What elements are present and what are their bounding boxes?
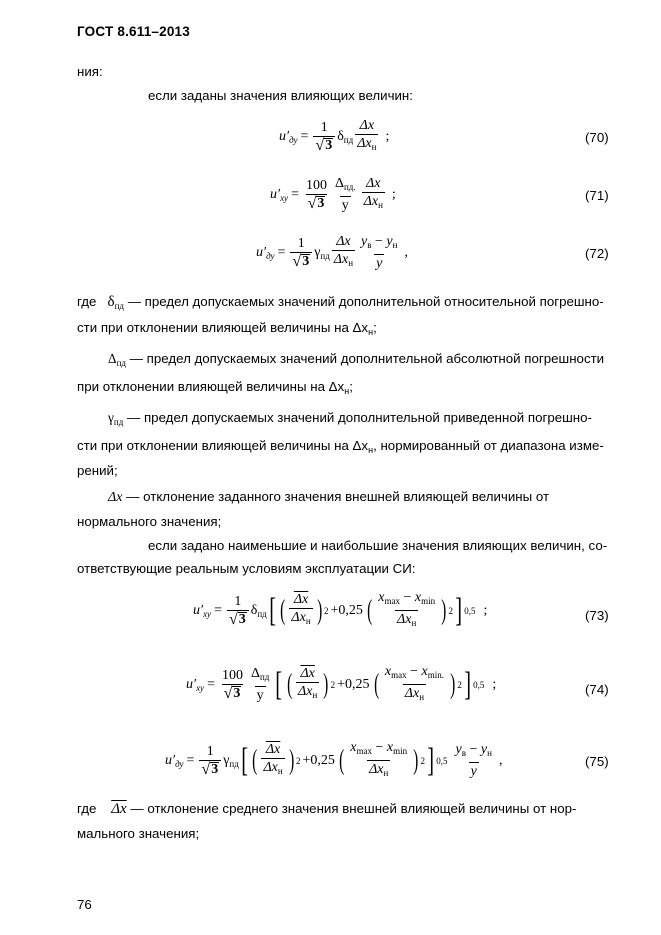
- definition-delta-pd-line1: где $\delta_{пд}$ — предел допускаемых значений дополнительной относительной погрешно-: [77, 294, 604, 311]
- definition-dx-line2: нормального значения;: [77, 514, 222, 529]
- equation-number-70: (70): [585, 130, 609, 145]
- definition-dxbar-line1: где $\overline{\Delta x}$ — отклонение среднего значения внешней влияющей величины от нор-: [77, 801, 577, 817]
- fraction-1-sqrt3: 1 √ 3: [313, 120, 335, 154]
- equation-number-73: (73): [585, 608, 609, 623]
- formula-74: $u'_{xу}$ = 100 √ 3 $\frac{\Delta_{пд}}{у}$ [ ( $\frac{\overline{\Delta x}}{\Delta x_н}$ ) 2 +0,25 ( $\frac{x_{max} - x_{min.}}{\Delta x_н}$ ) 2 ] 0,5 ;: [186, 664, 497, 703]
- definition-dx-line1: Δx — отклонение заданного значения внешней влияющей величины от: [108, 489, 550, 505]
- text-continuation: ния:: [77, 64, 103, 79]
- definition-dxbar-line2: мального значения;: [77, 826, 200, 841]
- text-intro-values: если заданы значения влияющих величин:: [148, 88, 413, 103]
- definition-Delta-pd-line1: $\Delta_{пд}$ — предел допускаемых значений дополнительной абсолютной погрешности: [108, 351, 605, 368]
- equals-sign: =: [300, 128, 309, 144]
- page-number: 76: [77, 897, 92, 912]
- equation-number-71: (71): [585, 188, 609, 203]
- equation-number-75: (75): [585, 754, 609, 769]
- delta-pd: $\delta_{пд}$: [337, 128, 354, 145]
- equation-number-72: (72): [585, 246, 609, 261]
- text-min-max-line1: если задано наименьшие и наибольшие значения влияющих величин, со-: [148, 538, 608, 553]
- definition-delta-pd-line2: сти при отклонении влияющей величины на $\Delta x_н$;: [77, 320, 377, 337]
- definition-Delta-pd-line2: при отклонении влияющей величины на $\Delta x_н$;: [77, 379, 353, 396]
- formula-71: $u'_{xу}$ = 100 √ 3 $\frac{\Delta_{пд.}}{у}$ $\frac{\Delta x}{\Delta x_н}$ ;: [270, 176, 396, 213]
- equation-number-74: (74): [585, 682, 609, 697]
- text-min-max-line2: ответствующие реальным условиям эксплуатации СИ:: [77, 561, 416, 576]
- fraction-dx-dxn: $\frac{\Delta x}{\Delta x_н}$: [355, 118, 378, 155]
- definition-gamma-pd-line1: $\gamma_{пд}$ — предел допускаемых значений дополнительной приведенной погрешно-: [108, 410, 592, 427]
- formula-75: $u'_{ду}$ = 1 √ 3 $\gamma_{пд}$ [ ( $\frac{\overline{\Delta x}}{\Delta x_н}$ ) 2 +0,25 ( $\frac{x_{max} - x_{min}}{\Delta x_н}$ ) 2 ] 0,5 $\frac{y_в - y_н}{y}$ ,: [165, 740, 503, 779]
- definition-gamma-pd-line3: рений;: [77, 463, 118, 478]
- formula-70: $u'_{ду}$ = 1 √ 3 $\delta_{пд}$ $\frac{\Delta x}{\Delta x_н}$ ;: [279, 118, 390, 154]
- page-header: ГОСТ 8.611–2013: [77, 24, 190, 39]
- u-symbol: $u'_{ду}$: [279, 128, 298, 145]
- formula-72: $u'_{ду}$ = 1 √ 3 $\gamma_{пд}$ $\frac{\Delta x}{\Delta x_н}$ $\frac{y_в - y_н}{y}$ ,: [256, 234, 408, 271]
- definition-gamma-pd-line2: сти при отклонении влияющей величины на $\Delta x_н$, нормированный от диапазона изме-: [77, 438, 604, 455]
- formula-73: $u'_{xу}$ = 1 √ 3 $\delta_{пд}$ [ ( $\frac{\overline{\Delta x}}{\Delta x_н}$ ) 2 +0,25 ( $\frac{x_{max} - x_{min}}{\Delta x_н}$ ) 2 ] 0,5 ;: [193, 590, 487, 631]
